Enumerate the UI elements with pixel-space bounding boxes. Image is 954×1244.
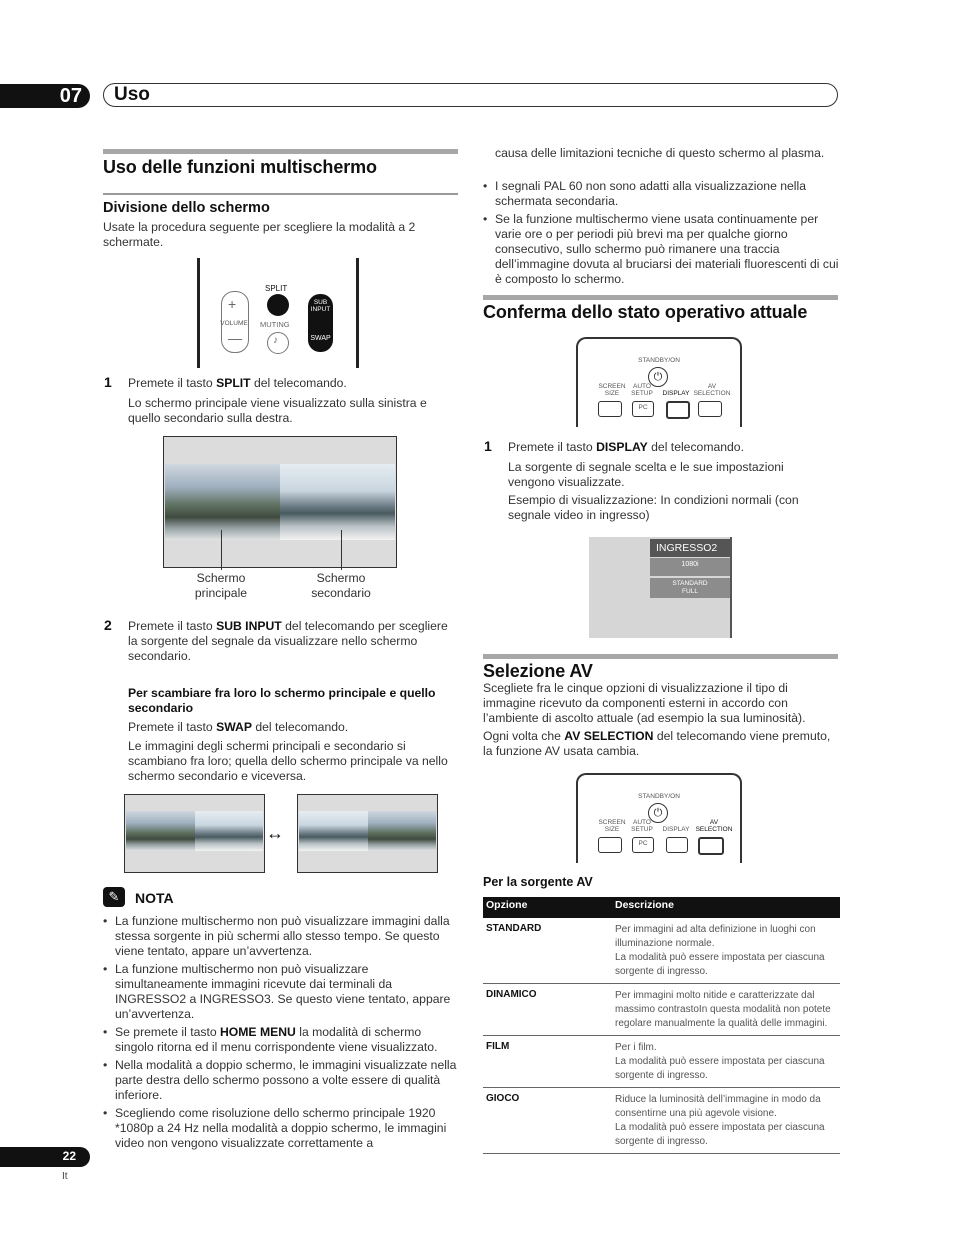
- table-cell-option: FILM: [486, 1041, 510, 1052]
- step1-note: Lo schermo principale viene visualizzato sulla sinistra e quello secondario sulla destra.: [128, 396, 427, 425]
- osd-resolution: 1080i: [650, 558, 730, 576]
- table-cell-option: GIOCO: [486, 1093, 520, 1104]
- osd-example-screen: [589, 537, 732, 638]
- list-item: • La funzione multischermo non può visualizzare immagini dalla stessa sorgente in più schermi allo stesso tempo. Se questo viene tentato, appare un’avvertenza.: [103, 914, 459, 959]
- section-bar: [483, 295, 838, 300]
- table-header-description: Descrizione: [615, 899, 674, 911]
- language-label: It: [62, 1171, 68, 1182]
- main-leader-line: [221, 530, 222, 570]
- muting-label: MUTING: [260, 320, 290, 329]
- secondary-screen-label: Schermo secondario: [311, 571, 371, 600]
- display-label: DISPLAY: [662, 826, 690, 833]
- table-cell-option: STANDARD: [486, 923, 542, 934]
- standby-label: STANDBY/ON: [638, 793, 680, 800]
- volume-label: VOLUME: [220, 320, 248, 327]
- table-row: [483, 1088, 840, 1154]
- remote-split-illustration: [197, 258, 359, 368]
- table-row: [483, 984, 840, 1036]
- table-cell-description: Per immagini molto nitide e caratterizzate dal massimo contrastoIn questa modalità non potete regolare manualmente la qualità delle immagini.: [615, 990, 831, 1029]
- main-screen-label: Schermo principale: [194, 571, 248, 600]
- continued-text: causa delle limitazioni tecniche di questo schermo al plasma.: [495, 146, 825, 160]
- screen-size-button[interactable]: [598, 401, 622, 417]
- auto-setup-button[interactable]: PC: [632, 837, 654, 853]
- display-label: DISPLAY: [662, 390, 690, 397]
- split-screen-illustration: [163, 436, 397, 568]
- table-header-option: Opzione: [486, 899, 528, 911]
- list-item: • La funzione multischermo non può visualizzare simultaneamente immagini ricevute dai terminali da INGRESSO2 a INGRESSO3. Se questo viene tentato, appare un’avvertenza.: [103, 962, 459, 1022]
- av-options-table: [483, 897, 840, 1154]
- list-item: • Nella modalità a doppio schermo, le immagini visualizzate nella parte destra dello schermo possono a volte essere di qualità inferiore.: [103, 1058, 459, 1103]
- screen-size-label: SCREEN SIZE: [598, 383, 626, 397]
- sub-input-button[interactable]: [308, 294, 333, 352]
- secondary-screen-image: [280, 464, 395, 540]
- table-title: Per la sorgente AV: [483, 875, 593, 889]
- page-number-badge: [0, 1147, 90, 1167]
- av-selection-label: AV SELECTION: [693, 383, 731, 397]
- list-item: • I segnali PAL 60 non sono adatti alla visualizzazione nella schermata secondaria.: [483, 179, 839, 209]
- step-number: 1: [104, 374, 112, 390]
- av-selection-button[interactable]: [698, 401, 722, 417]
- list-item: • Se la funzione multischermo viene usata continuamente per varie ore o per periodi più brevi ma per qualche giorno consecutivo, sullo schermo può rimanere una traccia dell’immagine dovuta al bruciarsi dei materiali fluorescenti di cui è composto lo schermo.: [483, 212, 839, 287]
- av-intro: Scegliete fra le cinque opzioni di visualizzazione il tipo di immagine ricevuto da componenti esterni in accordo con l’ambiente di ascolto attuale (ad esempio la sua luminosità).: [483, 681, 806, 725]
- minus-icon: —: [228, 330, 242, 346]
- step1-text: Premete il tasto SPLIT del telecomando.: [128, 376, 347, 390]
- chapter-badge: [0, 84, 90, 108]
- display-step-text: Premete il tasto DISPLAY del telecomando.: [508, 440, 744, 454]
- input-label: INPUT: [310, 306, 331, 313]
- display-button[interactable]: [666, 401, 690, 419]
- av-selection-text: Ogni volta che AV SELECTION del telecomando viene premuto, la funzione AV usata cambia.: [483, 729, 831, 758]
- main-screen-image: [165, 464, 280, 540]
- page-number: 22: [62, 1149, 76, 1163]
- subsection-title: Divisione dello schermo: [103, 200, 270, 216]
- chapter-title-box: [103, 83, 838, 107]
- table-cell-description: Per immagini ad alta definizione in luoghi con illuminazione normale. La modalità può essere impostata per ciascuna sorgente di ingresso.: [615, 924, 825, 977]
- auto-setup-button[interactable]: PC: [632, 401, 654, 417]
- list-item: • Se premete il tasto HOME MENU la modalità di schermo singolo ritorna ed il menu corrispondente viene visualizzato.: [103, 1025, 459, 1055]
- swap-note: Le immagini degli schermi principali e secondario si scambiano fra loro; quella dello schermo principale va nello schermo secondario e viceversa.: [128, 739, 448, 783]
- power-button[interactable]: ⏻: [648, 803, 668, 823]
- power-button[interactable]: ⏻: [648, 367, 668, 387]
- mute-icon: ♪: [273, 335, 278, 346]
- muting-button[interactable]: [267, 332, 289, 354]
- section-bar: [103, 149, 458, 154]
- table-row: [483, 918, 840, 984]
- section-title-multiscreen: Uso delle funzioni multischermo: [103, 157, 377, 177]
- display-step-note1: La sorgente di segnale scelta e le sue impostazioni vengono visualizzate.: [508, 460, 784, 489]
- note-icon: ✎: [103, 887, 125, 907]
- step-number: 1: [484, 438, 492, 454]
- plus-icon: +: [228, 296, 237, 312]
- section-bar: [483, 654, 838, 659]
- list-item: • Scegliendo come risoluzione dello schermo principale 1920 *1080p a 24 Hz nella modalità a doppio schermo, le immagini video non vengono visualizzate correttamente a: [103, 1106, 459, 1151]
- auto-setup-label: AUTO SETUP: [631, 819, 653, 833]
- chapter-title: Uso: [114, 84, 150, 105]
- remote-av-illustration: [576, 773, 742, 863]
- split-button[interactable]: [267, 294, 289, 316]
- intro-text: Usate la procedura seguente per scegliere la modalità a 2 schermate.: [103, 220, 416, 249]
- osd-mode: STANDARD FULL: [650, 578, 730, 598]
- secondary-leader-line: [341, 530, 342, 570]
- av-selection-button[interactable]: [698, 837, 724, 855]
- step-number: 2: [104, 617, 112, 633]
- swap-label: SWAP: [310, 335, 331, 342]
- table-cell-description: Per i film. La modalità può essere impostata per ciascuna sorgente di ingresso.: [615, 1042, 825, 1081]
- screen-size-button[interactable]: [598, 837, 622, 853]
- display-button[interactable]: [666, 837, 688, 853]
- swap-arrow-icon: ↔: [266, 823, 284, 843]
- table-cell-option: DINAMICO: [486, 989, 537, 1000]
- swap-heading: Per scambiare fra loro lo schermo principale e quello secondario: [128, 686, 436, 715]
- subsection-bar: [103, 193, 458, 195]
- right-bullet-list: [483, 179, 839, 290]
- table-row: [483, 1036, 840, 1088]
- swap-before-illustration: [124, 794, 265, 873]
- av-selection-label: AV SELECTION: [695, 819, 733, 833]
- swap-after-illustration: [297, 794, 438, 873]
- sub-label: SUB: [313, 299, 328, 306]
- screen-size-label: SCREEN SIZE: [598, 819, 626, 833]
- step2-text: Premete il tasto SUB INPUT del telecomando per scegliere la sorgente del segnale da visualizzare nello schermo secondario.: [128, 619, 448, 663]
- osd-input-box: INGRESSO2: [650, 539, 730, 557]
- display-step-note2: Esempio di visualizzazione: In condizioni normali (con segnale video in ingresso): [508, 493, 799, 522]
- section-title-av: Selezione AV: [483, 661, 593, 681]
- section-title-status: Conferma dello stato operativo attuale: [483, 302, 808, 322]
- standby-label: STANDBY/ON: [638, 357, 680, 364]
- table-cell-description: Riduce la luminosità dell’immagine in modo da consentirne una più agevole visione. La modalità può essere impostata per ciascuna sorgente di ingresso.: [615, 1094, 825, 1147]
- auto-setup-label: AUTO SETUP: [631, 383, 653, 397]
- table-header-row: [483, 897, 840, 918]
- swap-text: Premete il tasto SWAP del telecomando.: [128, 720, 349, 734]
- note-title: NOTA: [135, 890, 174, 906]
- remote-display-illustration: [576, 337, 742, 427]
- note-list: [103, 914, 459, 1154]
- split-label: SPLIT: [265, 284, 288, 293]
- chapter-number: 07: [59, 85, 82, 107]
